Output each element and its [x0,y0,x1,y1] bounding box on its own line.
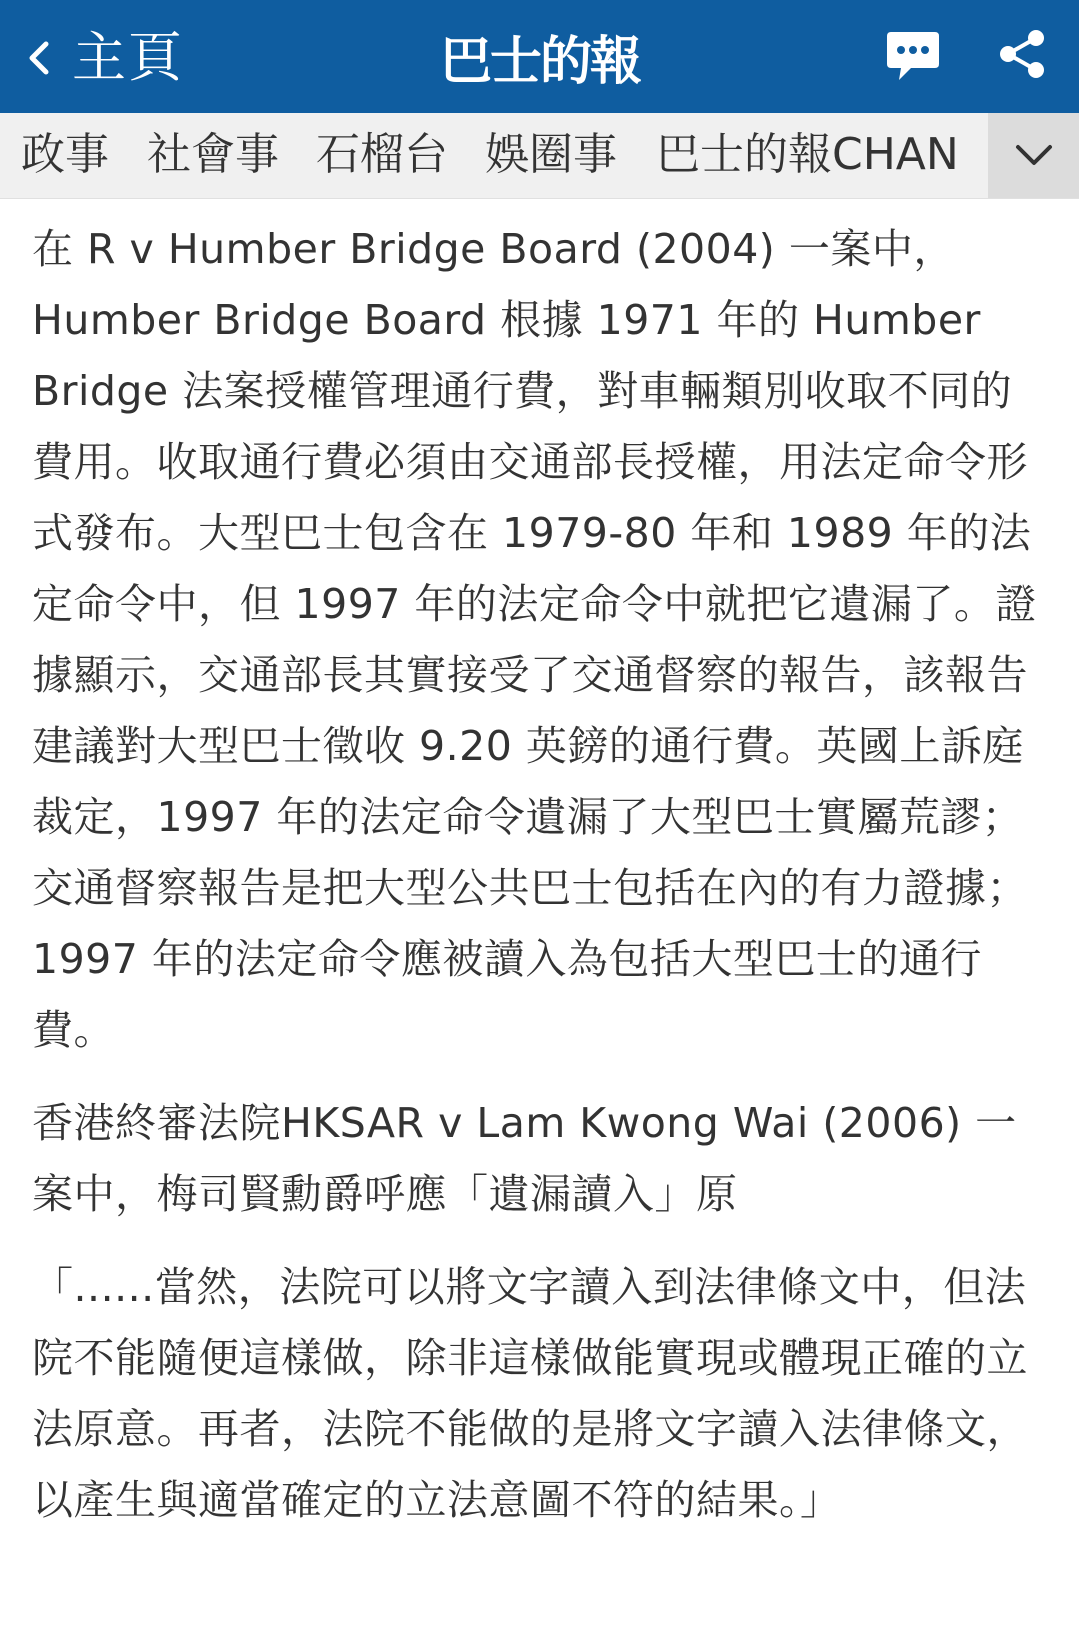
top-bar [0,0,1079,113]
site-logo[interactable]: 巴士的報 [440,31,641,92]
article-paragraph: 香港終審法院HKSAR v Lam Kwong Wai (2006) 一案中，梅司賢勳爵呼應「遺漏讀入」原 [32,1099,1017,1218]
comment-icon [883,28,943,84]
nav-item-society[interactable]: 社會事 [147,129,279,180]
back-button[interactable] [22,26,184,90]
chevron-left-icon [22,38,56,78]
nav-item-channel[interactable]: 巴士的報CHAN [656,129,959,180]
back-label: 主頁 [72,26,184,89]
category-list [0,113,988,198]
category-nav [0,113,1079,199]
article-paragraph: 「......當然，法院可以將文字讀入到法律條文中，但法院不能隨便這樣做，除非這樣做能實現或體現正確的立法原意。再者，法院不能做的是將文字讀入法律條文，以產生與適當確定的立法意圖不符的結果。」 [32,1263,1028,1524]
more-categories-button[interactable] [988,113,1079,198]
comment-button[interactable] [883,28,943,84]
article-paragraph: 在 R v Humber Bridge Board (2004) 一案中，Humber Bridge Board 根據 1971 年的 Humber Bridge 法案授權管理通行費，對車輛類別收取不同的費用。收取通行費必須由交通部長授權，用法定命令形式發布。大型巴士包含在 1979-80 年和 1989 年的法定命令中，但 1997 年的法定命令中就把它遺漏了。證據顯示，交通部長其實接受了交通督察的報告，該報告建議對大型巴士徵收 9.20 英鎊的通行費。英國上訴庭裁定，1997 年的法定命令遺漏了大型巴士實屬荒謬；交通督察報告是把大型公共巴士包括在內的有力證據；1997 年的法定命令應被讀入為包括大型巴士的通行費。 [32,225,1037,1054]
article-body [32,214,1052,1536]
nav-item-politics[interactable]: 政事 [21,129,109,180]
nav-item-pomegranate[interactable]: 石榴台 [316,129,448,180]
share-button[interactable] [996,28,1048,80]
chevron-down-icon [1014,143,1054,169]
share-icon [996,28,1048,80]
nav-item-entertainment[interactable]: 娛圈事 [485,129,617,180]
